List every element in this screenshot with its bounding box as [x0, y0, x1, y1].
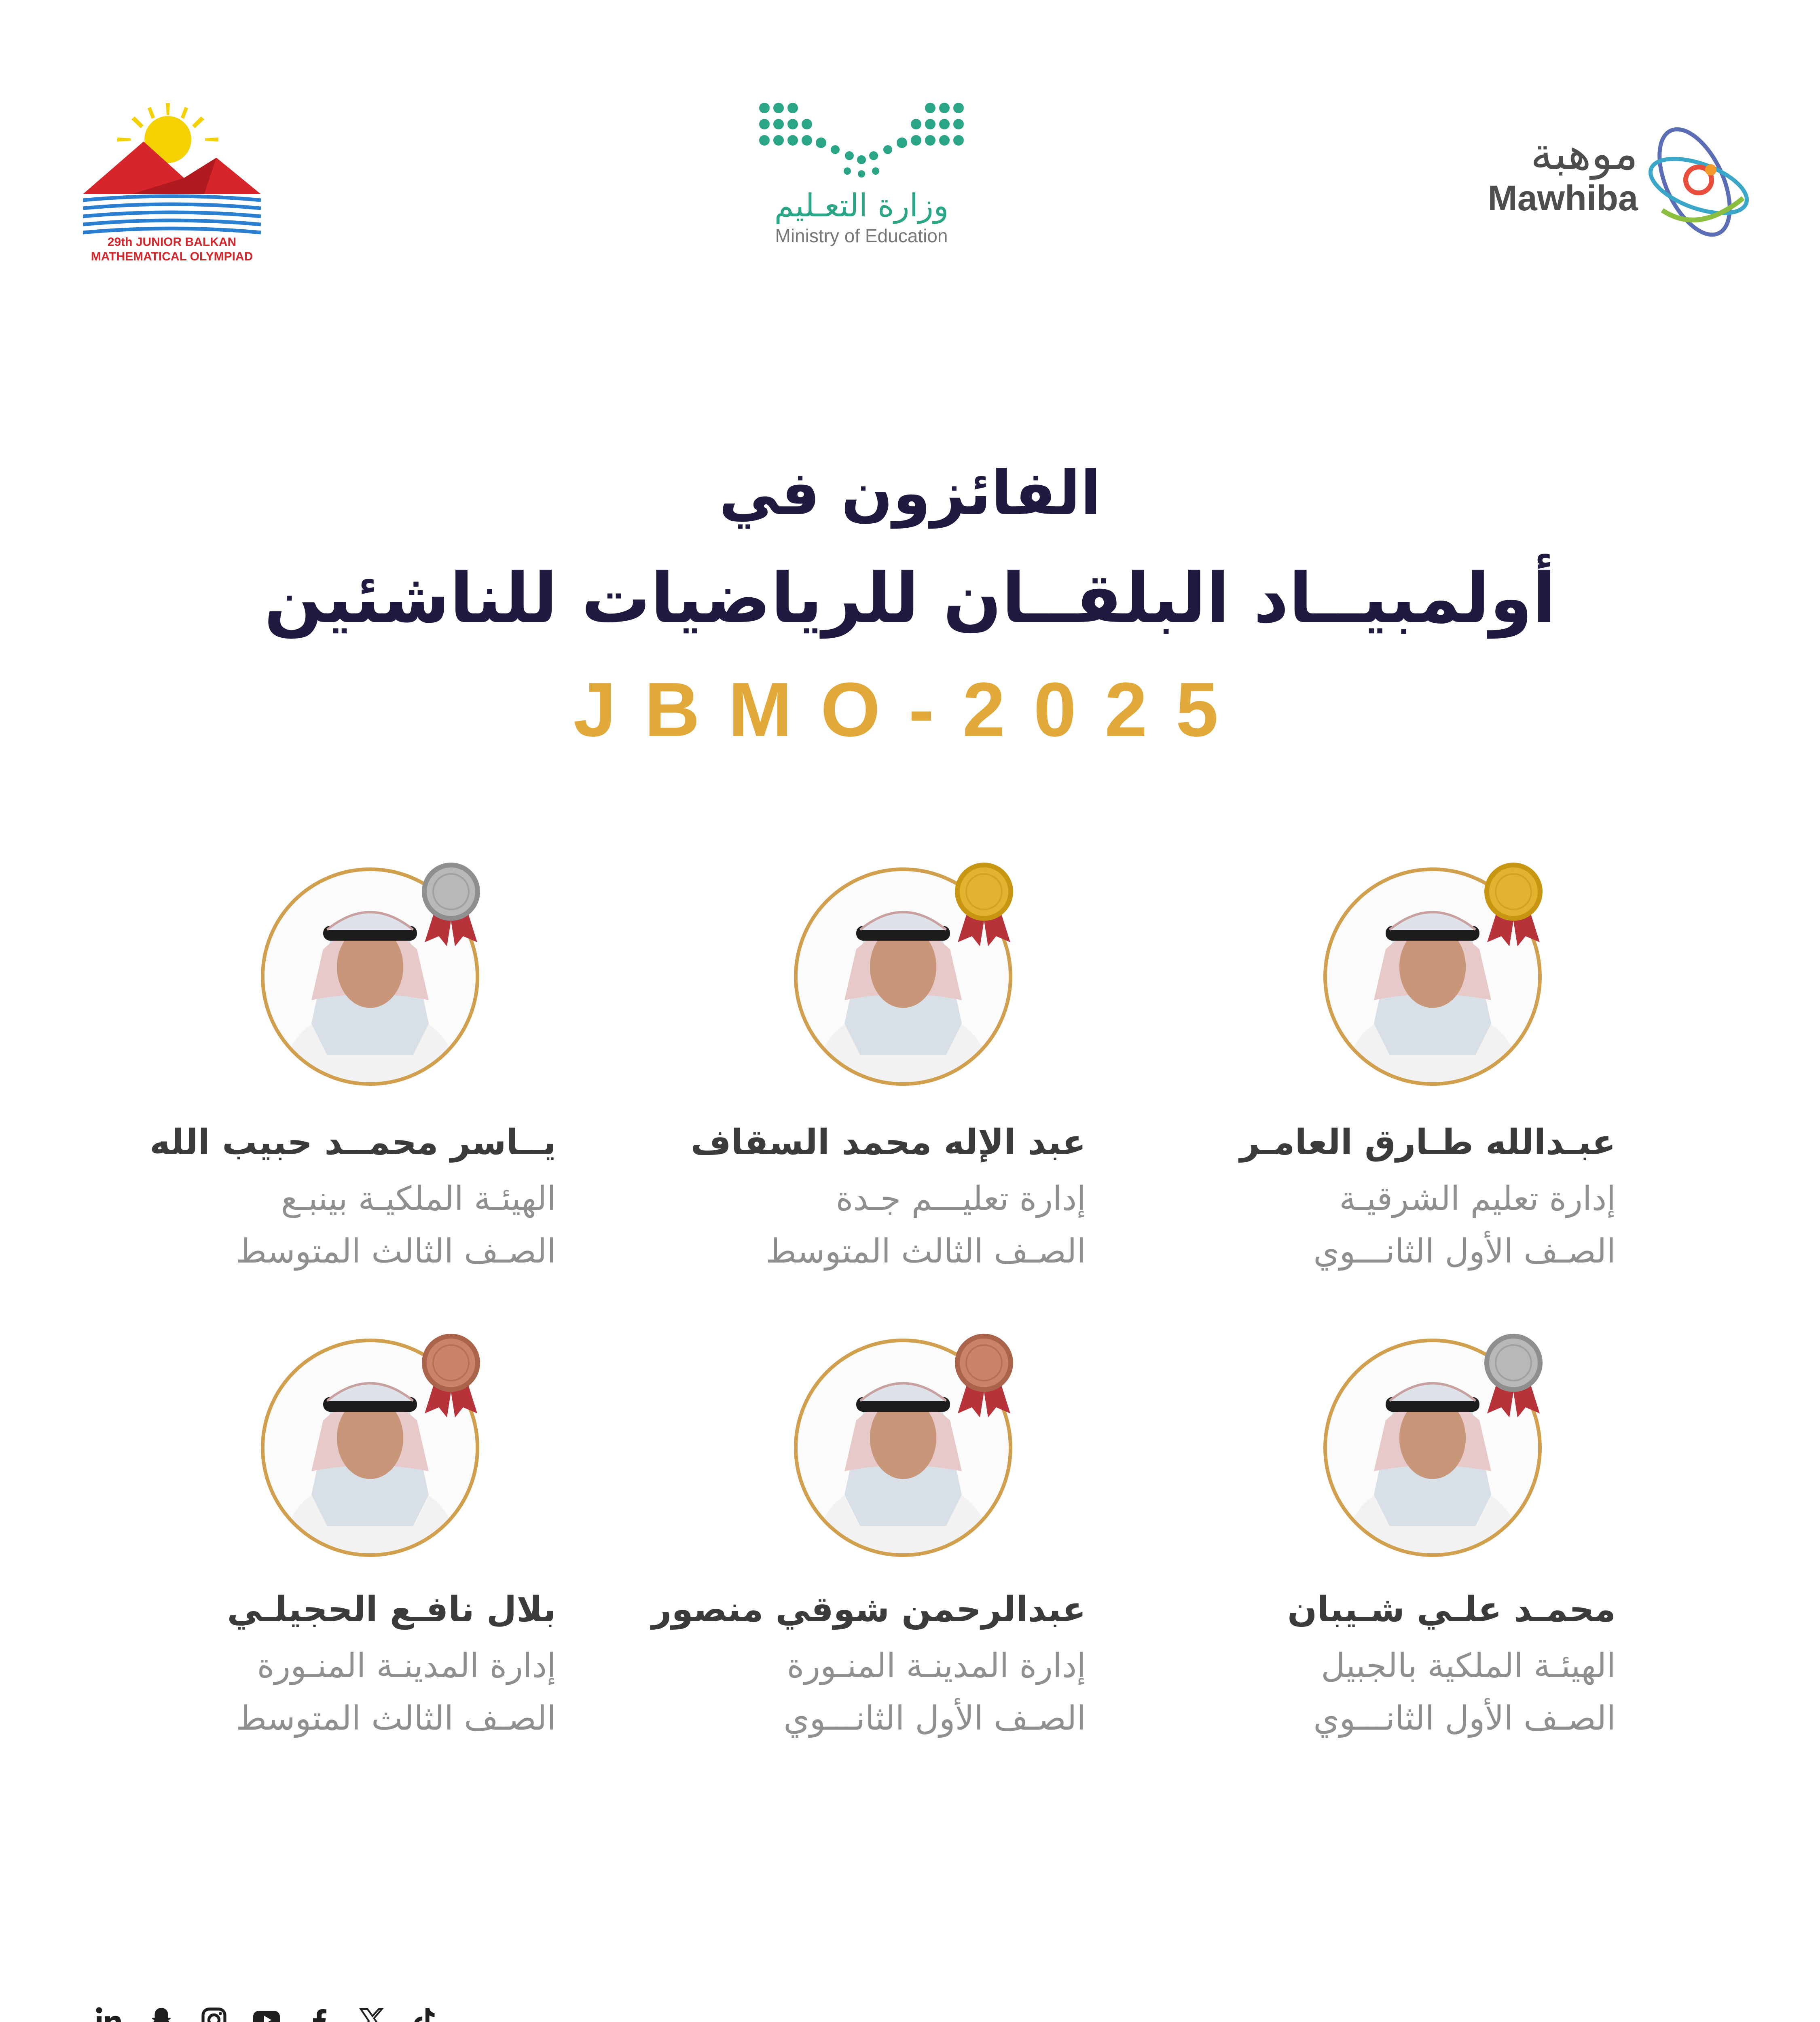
- mawhiba-orbit-icon: [1638, 113, 1759, 243]
- tiktok-icon[interactable]: [408, 2004, 440, 2022]
- winner-name: يــاسر محمــد حبيب الله: [150, 1122, 556, 1163]
- facebook-icon[interactable]: [303, 2004, 335, 2022]
- snapchat-icon[interactable]: [146, 2004, 177, 2022]
- linkedin-icon[interactable]: [93, 2004, 125, 2022]
- event-code: JBMO-2025: [573, 667, 1247, 753]
- gold-medal-icon: [948, 859, 1020, 948]
- winner-grade: الصـف الأول الثانـــوي: [783, 1699, 1086, 1738]
- social-icons-row: [93, 2002, 440, 2022]
- winner-name: عبدالرحمن شوقي منصور: [651, 1589, 1086, 1630]
- page-title-line2: أولمبيــاد البلقــان للرياضيات للناشئين: [264, 558, 1556, 639]
- jbmo-mountain-sun-icon: [83, 101, 261, 235]
- moe-arabic-name: وزارة التعـليم: [774, 188, 949, 224]
- winner-grade: الصـف الثالث المتوسط: [766, 1232, 1086, 1271]
- winner-grade: الصـف الثالث المتوسط: [236, 1699, 556, 1738]
- moe-dots-icon: [756, 99, 967, 180]
- bronze-medal-icon: [415, 1330, 487, 1419]
- silver-medal-icon: [415, 859, 487, 948]
- mawhiba-english-name: Mawhiba: [1488, 178, 1638, 218]
- winner-directorate: الهيئـة الملكيـة بينبـع: [281, 1180, 556, 1218]
- jbmo-caption-line1: 29th JUNIOR BALKAN: [107, 235, 237, 249]
- x-icon[interactable]: [356, 2004, 387, 2022]
- mawhiba-logo: [1452, 113, 1759, 247]
- winner-directorate: إدارة المدينـة المنـورة: [257, 1647, 556, 1685]
- winner-directorate: الهيئـة الملكية بالجبيل: [1321, 1647, 1616, 1685]
- youtube-icon[interactable]: [251, 2004, 282, 2022]
- winner-name: عبـدالله طـارق العامـر: [1240, 1122, 1616, 1163]
- mawhiba-arabic-name: موهبة: [1530, 128, 1638, 180]
- winner-name: عبد الإله محمد السقاف: [690, 1122, 1086, 1163]
- gold-medal-icon: [1477, 859, 1550, 948]
- moe-english-name: Ministry of Education: [775, 225, 948, 246]
- winner-grade: الصـف الثالث المتوسط: [236, 1232, 556, 1271]
- winner-name: محمـد علـي شـيبان: [1287, 1589, 1616, 1630]
- winner-grade: الصـف الأول الثانـــوي: [1313, 1699, 1616, 1738]
- jbmo-caption-line2: MATHEMATICAL OLYMPIAD: [91, 250, 253, 263]
- winner-directorate: إدارة المدينـة المنـورة: [787, 1647, 1086, 1685]
- winner-grade: الصـف الأول الثانـــوي: [1313, 1232, 1616, 1271]
- instagram-icon[interactable]: [198, 2004, 230, 2022]
- winner-directorate: إدارة تعليم الشرقيـة: [1339, 1180, 1616, 1218]
- bronze-medal-icon: [948, 1330, 1020, 1419]
- silver-medal-icon: [1477, 1330, 1550, 1419]
- winner-directorate: إدارة تعليـــم جـدة: [836, 1180, 1086, 1218]
- jbmo-logo: [83, 101, 261, 263]
- ministry-of-education-logo: [752, 99, 971, 261]
- page-title-line1: الفائزون في: [719, 458, 1101, 529]
- winner-name: بلال نافـع الحجيلـي: [227, 1589, 556, 1630]
